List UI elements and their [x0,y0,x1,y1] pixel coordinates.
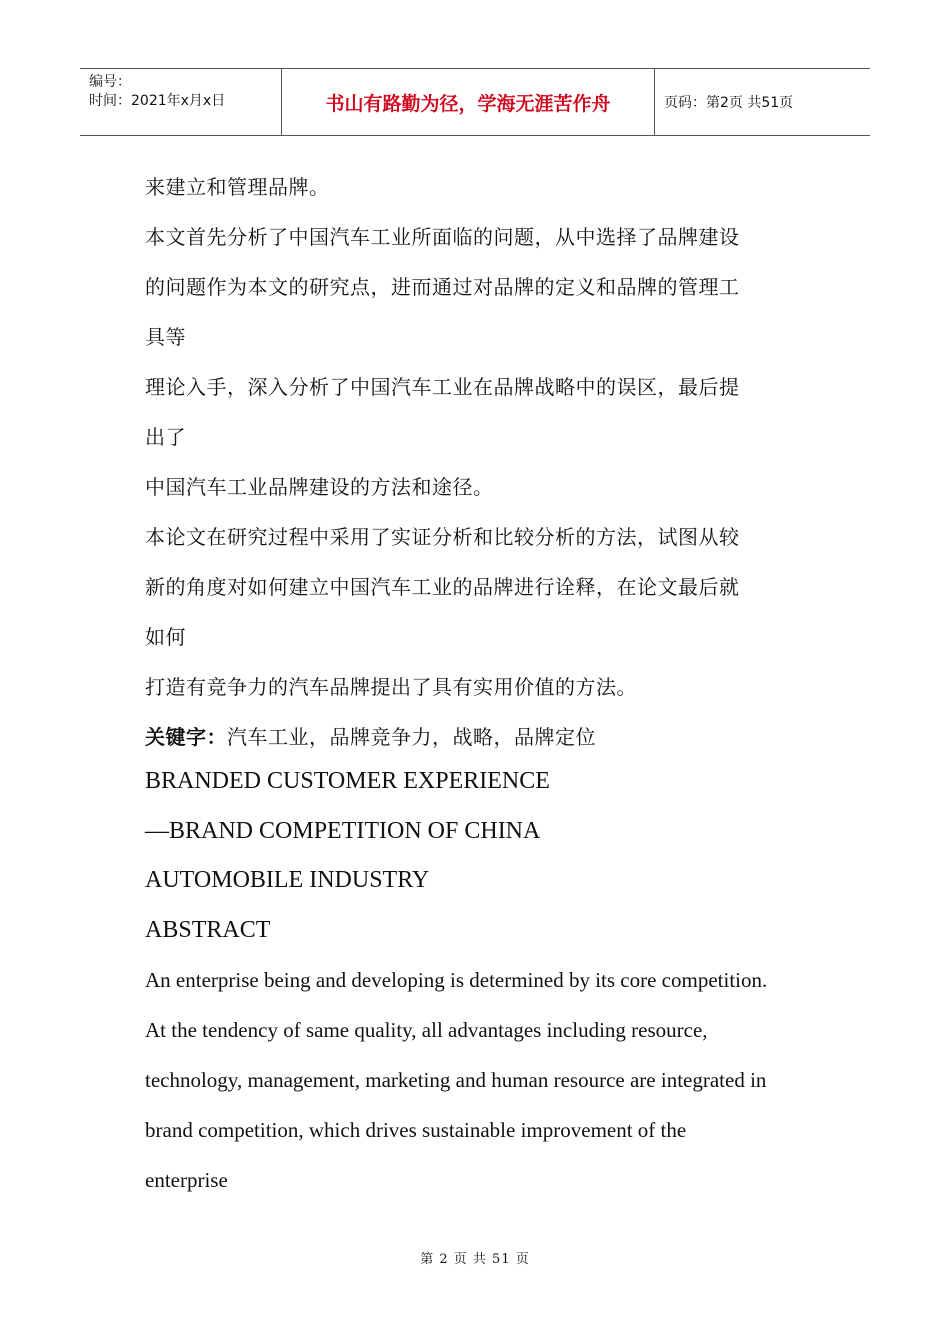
body-line: 本论文在研究过程中采用了实证分析和比较分析的方法，试图从较 [145,525,740,549]
abstract-line: enterprise [145,1168,228,1192]
body-line: 的问题作为本文的研究点，进而通过对品牌的定义和品牌的管理工 [145,275,740,299]
abstract-line: technology, management, marketing and human resource are integrated in [145,1068,767,1092]
time-label: 时间：2021年x月x日 [89,93,226,109]
number-label: 编号： [89,74,131,90]
keywords-label: 关键字： [145,725,227,749]
body-line: 如何 [145,625,186,649]
header-motto: 书山有路勤为径，学海无涯苦作舟 [325,92,611,115]
keywords-text: 汽车工业，品牌竞争力，战略，品牌定位 [227,725,596,749]
body-line: 本文首先分析了中国汽车工业所面临的问题，从中选择了品牌建设 [145,225,740,249]
page-footer: 第 2 页 共 51 页 [420,1252,530,1267]
body-line: 理论入手，深入分析了中国汽车工业在品牌战略中的误区，最后提 [145,375,740,399]
body-line: 具等 [145,325,186,349]
english-title-line: BRANDED CUSTOMER EXPERIENCE [145,768,550,794]
english-title-line: AUTOMOBILE INDUSTRY [145,867,430,893]
abstract-line: At the tendency of same quality, all advantages including resource, [145,1018,708,1042]
page-header [80,68,870,136]
header-page-info: 页码：第2页 共51页 [664,95,794,111]
keywords-line [145,721,596,750]
body-line: 打造有竞争力的汽车品牌提出了具有实用价值的方法。 [145,675,637,699]
english-title-line: —BRAND COMPETITION OF CHINA [145,818,541,844]
body-line: 中国汽车工业品牌建设的方法和途径。 [145,475,494,499]
body-line: 出了 [145,425,186,449]
abstract-heading: ABSTRACT [145,917,271,943]
body-line: 来建立和管理品牌。 [145,175,330,199]
body-line: 新的角度对如何建立中国汽车工业的品牌进行诠释，在论文最后就 [145,575,740,599]
header-meta [80,69,281,135]
abstract-line: An enterprise being and developing is determined by its core competition. [145,968,768,992]
abstract-line: brand competition, which drives sustainable improvement of the [145,1118,687,1142]
